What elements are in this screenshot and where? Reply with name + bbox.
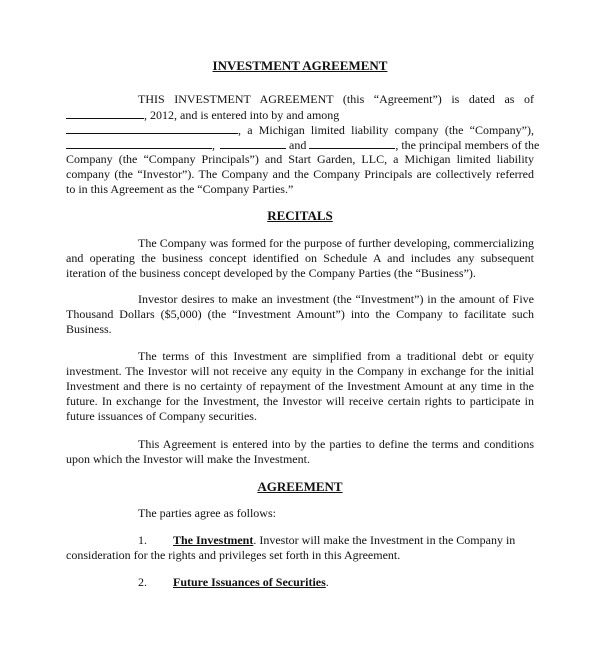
intro-line-4-and: and: [289, 138, 307, 152]
recital-3-line-5: future issuances of Company securities.: [66, 409, 257, 423]
intro-line-5: Company (the “Company Principals”) and Start Garden, LLC, a Michigan limited liability: [66, 152, 534, 166]
intro-line-4-text: , the principal members of the: [395, 138, 540, 152]
agreement-lead: The parties agree as follows:: [138, 506, 276, 520]
recital-2-line-1: Investor desires to make an investment (the “Investment”) in the amount of Five: [138, 292, 534, 306]
principal-2-blank[interactable]: [220, 137, 286, 149]
intro-line-2: [66, 107, 534, 122]
section-1-text: . Investor will make the Investment in the Company in: [253, 533, 516, 547]
intro-line-3-text: , a Michigan limited liability company (the “Company”),: [238, 123, 534, 137]
intro-line-3: [66, 122, 534, 137]
section-1-number: 1.: [138, 533, 147, 547]
principal-3-blank[interactable]: [309, 137, 395, 149]
recital-1-line-2: and operating the business concept identified on Schedule A and includes any subsequent: [66, 251, 534, 265]
principal-1-blank[interactable]: [66, 137, 212, 149]
agreement-heading: AGREEMENT: [257, 479, 343, 494]
recital-3-line-1: The terms of this Investment are simplified from a traditional debt or equity: [138, 349, 534, 363]
recital-1-line-1: The Company was formed for the purpose of further developing, commercializing: [138, 236, 534, 250]
document-title: INVESTMENT AGREEMENT: [212, 58, 388, 73]
section-2-title: Future Issuances of Securities: [173, 575, 326, 589]
intro-line-4: [66, 137, 540, 152]
intro-line-6: company (the “Investor”). The Company and the Company Principals are collectively referred: [66, 167, 534, 181]
intro-line-2-text: , 2012, and is entered into by and among: [144, 108, 340, 122]
intro-line-4-comma: ,: [212, 138, 215, 152]
recital-1-line-3: iteration of the business concept developed by the Company Parties (the “Business”).: [66, 266, 476, 280]
section-2-text: .: [325, 575, 329, 589]
company-name-blank[interactable]: [66, 122, 238, 134]
section-1-title: The Investment: [173, 533, 254, 547]
recital-3-line-3: Investment and there is no certainty of repayment of the Investment Amount at any time in the: [66, 379, 534, 393]
recitals-heading: RECITALS: [267, 208, 333, 223]
recital-4-line-2: upon which the Investor will make the Investment.: [66, 452, 310, 466]
recital-2-line-2: Thousand Dollars ($5,000) (the “Investment Amount”) into the Company to facilitate such: [66, 307, 534, 321]
section-2-line-1: [173, 575, 534, 589]
recital-3-line-2: investment. The Investor will not receive any equity in the Company in exchange for the initial: [66, 364, 534, 378]
section-2-number: 2.: [138, 575, 147, 589]
section-1-line-2: consideration for the rights and privileges set forth in this Agreement.: [66, 548, 401, 562]
section-1-line-1: [173, 533, 534, 547]
date-blank[interactable]: [66, 107, 144, 119]
recital-4-line-1: This Agreement is entered into by the parties to define the terms and conditions: [138, 437, 534, 451]
recital-2-line-3: Business.: [66, 322, 112, 336]
intro-line-1: THIS INVESTMENT AGREEMENT (this “Agreement”) is dated as of: [138, 92, 534, 106]
recital-3-line-4: future. In exchange for the Investment, the Investor will receive certain rights to participate in: [66, 394, 534, 408]
intro-line-7: to in this Agreement as the “Company Parties.”: [66, 182, 294, 196]
